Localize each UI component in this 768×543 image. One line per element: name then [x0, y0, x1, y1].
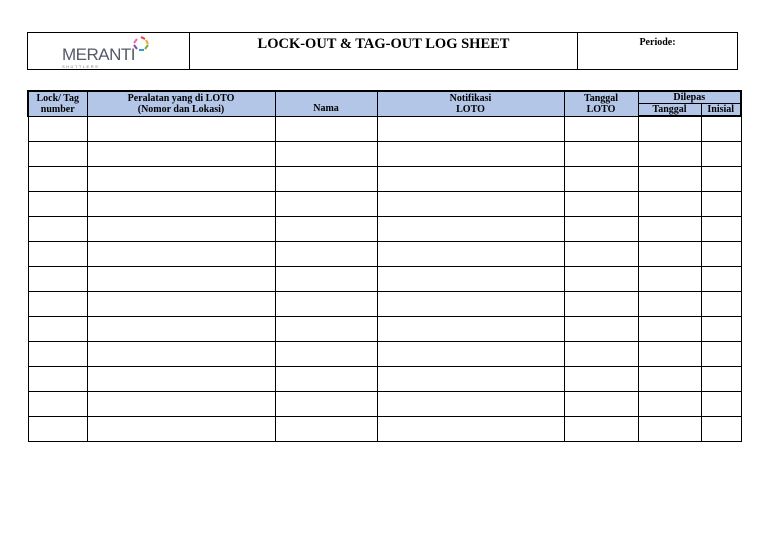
table-row: [28, 116, 741, 142]
cell-name[interactable]: [275, 342, 377, 367]
cell-name[interactable]: [275, 192, 377, 217]
table-row: [28, 217, 741, 242]
table-row: [28, 367, 741, 392]
cell-loto-date[interactable]: [564, 192, 638, 217]
cell-notification[interactable]: [377, 267, 564, 292]
cell-released-initial[interactable]: [701, 116, 741, 142]
cell-loto-date[interactable]: [564, 367, 638, 392]
cell-released-date[interactable]: [638, 392, 701, 417]
cell-released-date[interactable]: [638, 342, 701, 367]
table-row: [28, 342, 741, 367]
table-row: [28, 292, 741, 317]
document-title: LOCK-OUT & TAG-OUT LOG SHEET: [190, 33, 578, 69]
cell-notification[interactable]: [377, 292, 564, 317]
cell-loto-date[interactable]: [564, 392, 638, 417]
cell-loto-date[interactable]: [564, 342, 638, 367]
cell-lock-tag[interactable]: [28, 167, 87, 192]
cell-name[interactable]: [275, 267, 377, 292]
cell-released-date[interactable]: [638, 267, 701, 292]
cell-released-date[interactable]: [638, 116, 701, 142]
header-released-date: Tanggal: [638, 104, 701, 117]
header-released: Dilepas: [638, 91, 741, 104]
cell-equipment[interactable]: [87, 367, 275, 392]
company-logo-text: MERANTI: [62, 45, 135, 64]
cell-notification[interactable]: [377, 142, 564, 167]
header-released-initial: Inisial: [701, 104, 741, 117]
cell-released-initial[interactable]: [701, 367, 741, 392]
header-loto-date: Tanggal LOTO: [564, 91, 638, 116]
cell-lock-tag[interactable]: [28, 142, 87, 167]
loto-log-table: [27, 90, 742, 442]
cell-equipment[interactable]: [87, 342, 275, 367]
cell-lock-tag[interactable]: [28, 317, 87, 342]
header-notification: Notifikasi LOTO: [377, 91, 564, 116]
period-label: Periode:: [639, 37, 676, 48]
table-row: [28, 417, 741, 442]
cell-name[interactable]: [275, 217, 377, 242]
table-row: [28, 167, 741, 192]
logo-mark-icon: [132, 35, 150, 53]
table-row: [28, 317, 741, 342]
cell-released-initial[interactable]: [701, 267, 741, 292]
cell-lock-tag[interactable]: [28, 417, 87, 442]
table-row: [28, 242, 741, 267]
cell-loto-date[interactable]: [564, 292, 638, 317]
cell-lock-tag[interactable]: [28, 342, 87, 367]
cell-name[interactable]: [275, 367, 377, 392]
cell-released-initial[interactable]: [701, 317, 741, 342]
cell-notification[interactable]: [377, 242, 564, 267]
cell-lock-tag[interactable]: [28, 392, 87, 417]
cell-released-date[interactable]: [638, 167, 701, 192]
cell-name[interactable]: [275, 292, 377, 317]
table-row: [28, 392, 741, 417]
cell-name[interactable]: [275, 417, 377, 442]
cell-name[interactable]: [275, 116, 377, 142]
cell-notification[interactable]: [377, 342, 564, 367]
cell-notification[interactable]: [377, 367, 564, 392]
cell-equipment[interactable]: [87, 292, 275, 317]
cell-equipment[interactable]: [87, 392, 275, 417]
cell-equipment[interactable]: [87, 217, 275, 242]
cell-lock-tag[interactable]: [28, 192, 87, 217]
cell-released-initial[interactable]: [701, 342, 741, 367]
cell-released-initial[interactable]: [701, 142, 741, 167]
table-row: [28, 192, 741, 217]
table-row: [28, 267, 741, 292]
cell-released-initial[interactable]: [701, 417, 741, 442]
cell-equipment[interactable]: [87, 267, 275, 292]
cell-loto-date[interactable]: [564, 142, 638, 167]
cell-lock-tag[interactable]: [28, 116, 87, 142]
cell-notification[interactable]: [377, 217, 564, 242]
cell-equipment[interactable]: [87, 167, 275, 192]
cell-name[interactable]: [275, 167, 377, 192]
cell-equipment[interactable]: [87, 417, 275, 442]
cell-name[interactable]: [275, 317, 377, 342]
cell-equipment[interactable]: [87, 116, 275, 142]
document-header: [27, 32, 738, 70]
cell-notification[interactable]: [377, 167, 564, 192]
cell-equipment[interactable]: [87, 192, 275, 217]
cell-lock-tag[interactable]: [28, 242, 87, 267]
header-equipment: Peralatan yang di LOTO (Nomor dan Lokasi): [87, 91, 275, 116]
cell-loto-date[interactable]: [564, 317, 638, 342]
cell-equipment[interactable]: [87, 317, 275, 342]
header-lock-tag-number: Lock/ Tag number: [28, 91, 87, 116]
cell-released-initial[interactable]: [701, 217, 741, 242]
cell-loto-date[interactable]: [564, 217, 638, 242]
company-logo-subtext: SHUTTLERS: [62, 64, 100, 69]
cell-released-initial[interactable]: [701, 242, 741, 267]
cell-loto-date[interactable]: [564, 167, 638, 192]
cell-notification[interactable]: [377, 417, 564, 442]
cell-released-initial[interactable]: [701, 292, 741, 317]
cell-notification[interactable]: [377, 192, 564, 217]
cell-released-date[interactable]: [638, 317, 701, 342]
log-body: [28, 116, 741, 442]
cell-notification[interactable]: [377, 317, 564, 342]
cell-notification[interactable]: [377, 116, 564, 142]
cell-lock-tag[interactable]: [28, 367, 87, 392]
logo-cell: [28, 33, 190, 69]
cell-loto-date[interactable]: [564, 242, 638, 267]
cell-released-date[interactable]: [638, 217, 701, 242]
cell-released-date[interactable]: [638, 242, 701, 267]
cell-name[interactable]: [275, 142, 377, 167]
cell-released-date[interactable]: [638, 292, 701, 317]
cell-name[interactable]: [275, 242, 377, 267]
cell-released-date[interactable]: [638, 367, 701, 392]
cell-released-initial[interactable]: [701, 192, 741, 217]
cell-lock-tag[interactable]: [28, 292, 87, 317]
cell-equipment[interactable]: [87, 142, 275, 167]
cell-released-date[interactable]: [638, 417, 701, 442]
cell-loto-date[interactable]: [564, 267, 638, 292]
header-name: Nama: [275, 91, 377, 116]
cell-released-initial[interactable]: [701, 167, 741, 192]
cell-released-date[interactable]: [638, 192, 701, 217]
cell-loto-date[interactable]: [564, 116, 638, 142]
cell-notification[interactable]: [377, 392, 564, 417]
table-row: [28, 142, 741, 167]
cell-lock-tag[interactable]: [28, 267, 87, 292]
cell-equipment[interactable]: [87, 242, 275, 267]
cell-lock-tag[interactable]: [28, 217, 87, 242]
cell-name[interactable]: [275, 392, 377, 417]
cell-released-date[interactable]: [638, 142, 701, 167]
cell-released-initial[interactable]: [701, 392, 741, 417]
cell-loto-date[interactable]: [564, 417, 638, 442]
